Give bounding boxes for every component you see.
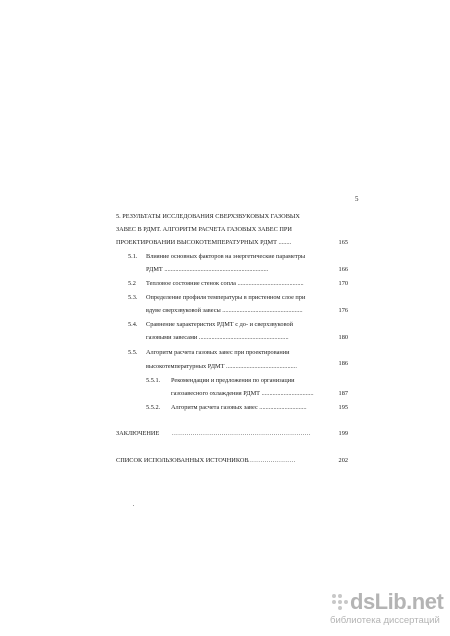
toc-5-1-number: 5.1. [128,253,138,260]
toc-5-3-number: 5.3. [128,294,138,301]
toc-5-1-line2: РДМТ .................................................................. [146,266,269,273]
toc-5-5-page: 186 [338,360,348,367]
toc-5-5-number: 5.5. [128,349,138,356]
toc-5-3-line1: Определение профиля температуры в пристенном слое при [146,294,306,301]
watermark-title[interactable]: dsLib.net [350,589,444,614]
toc-references-page: 202 [338,457,348,464]
toc-references-label: СПИСОК ИСПОЛЬЗОВАННЫХ ИСТОЧНИКОВ [116,457,249,464]
toc-5-4-page: 180 [338,334,348,341]
toc-chapter5-line3: ПРОЕКТИРОВАНИИ ВЫСОКОТЕМПЕРАТУРНЫХ РДМТ ........ [116,239,292,246]
toc-5-4-line1: Сравнение характеристих РДМТ с до- и сверхзвуковой [146,321,294,328]
toc-5-1-page: 166 [338,266,348,273]
toc-5-5-1-page: 187 [338,390,348,397]
toc-chapter5-page: 165 [338,239,348,246]
toc-references-leader: ....................... [248,457,296,464]
toc-conclusion-page: 199 [338,430,348,437]
toc-5-5-2-number: 5.5.2. [146,404,161,411]
toc-5-5-1-line1: Рекомендации и предложения по организации [171,377,295,384]
toc-chapter5-line2: ЗАВЕС В РДМТ. АЛГОРИТМ РАСЧЕТА ГАЗОВЫХ ЗАВЕС ПРИ [116,226,292,233]
scan-speck [133,505,134,506]
toc-5-5-line1: Алгоритм расчета газовых завес при проектировании [146,349,290,356]
toc-5-5-line2: высокотемпературных РДМТ ............................................. [146,363,297,370]
toc-5-3-line2: вдуве сверхзвуковой завесы ................................................... [146,307,303,314]
toc-5-2-number: 5.2 [128,280,136,287]
toc-5-1-line1: Влияние основных факторов на энергетические параметры [146,253,306,260]
toc-5-5-2-line1: Алгоритм расчета газовых завес .............................. [171,404,307,411]
toc-5-5-1-line2: газозавесного охлаждения РДМТ ................................. [171,390,314,397]
watermark-subtitle: библиотека диссертаций [330,615,440,626]
toc-conclusion-leader: ................................................................... [172,430,311,437]
toc-5-5-2-page: 195 [338,404,348,411]
page-number: 5 [355,195,359,203]
toc-5-5-1-number: 5.5.1. [146,377,161,384]
toc-5-4-line2: газовыми завесами ......................................................... [146,334,289,341]
toc-5-2-line1: Тепловое состояние стенок сопла .......................................... [146,280,304,287]
toc-5-2-page: 170 [338,280,348,287]
toc-chapter5-line1: 5. РЕЗУЛЬТАТЫ ИССЛЕДОВАНИЯ СВЕРХЗВУКОВЫХ ГАЗОВЫХ [116,213,300,220]
toc-conclusion-label: ЗАКЛЮЧЕНИЕ [116,430,160,437]
toc-5-3-page: 176 [338,307,348,314]
toc-5-4-number: 5.4. [128,321,138,328]
